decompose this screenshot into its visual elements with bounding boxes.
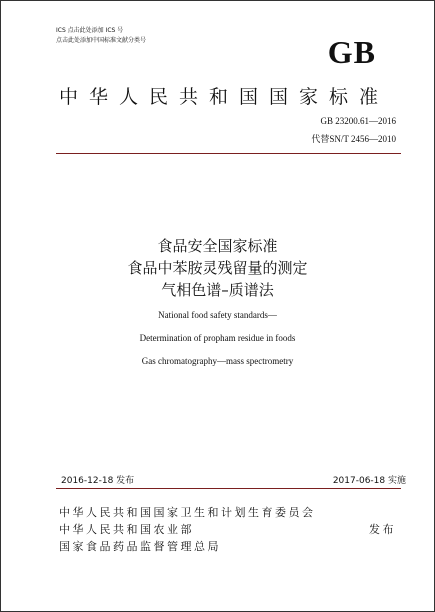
ics-code-placeholder[interactable]: ICS 点击此处添加 ICS 号 <box>56 27 124 34</box>
title-cn-line-1: 食品安全国家标准 <box>157 237 278 255</box>
issuer-2: 中华人民共和国农业部 <box>59 523 194 536</box>
ics-block <box>56 26 146 46</box>
national-standard-title: 中华人民共和国国家标准 <box>59 86 390 108</box>
title-cn-line-3: 气相色谱–质谱法 <box>161 281 274 299</box>
issuer-3: 国家食品药品监督管理总局 <box>59 540 221 553</box>
standard-number: GB 23200.61—2016 <box>320 116 396 126</box>
implementation-date: 2017-06-18 实施 <box>332 476 406 486</box>
issue-label: 发布 <box>369 523 396 536</box>
replaces-standard: 代替SN/T 2456—2010 <box>311 134 396 144</box>
gb-logo: GB <box>327 34 376 70</box>
issue-date: 2016-12-18 发布 <box>61 476 135 486</box>
bottom-divider <box>56 488 401 489</box>
title-en-line-3: Gas chromatography—mass spectrometry <box>141 356 294 366</box>
title-cn-line-2: 食品中苯胺灵残留量的测定 <box>127 259 308 277</box>
title-en-line-1: National food safety standards— <box>158 310 277 320</box>
issuer-1: 中华人民共和国国家卫生和计划生育委员会 <box>59 506 316 519</box>
title-en-line-2: Determination of propham residue in foods <box>139 333 296 343</box>
document-titles <box>1 235 434 367</box>
top-divider <box>56 153 401 154</box>
issuing-authorities <box>59 504 316 555</box>
classification-code-placeholder[interactable]: 点击此处添加中国标准文献分类号 <box>56 37 147 44</box>
